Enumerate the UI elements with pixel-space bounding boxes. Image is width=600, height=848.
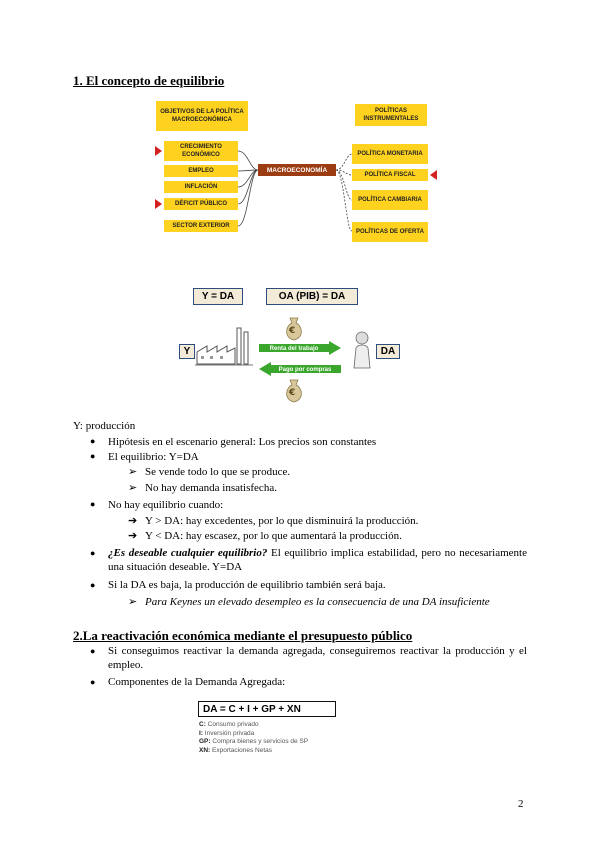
objectives-header: OBJETIVOS DE LA POLÍTICA MACROECONÓMICA: [156, 101, 248, 131]
marker-crecimiento-icon: [155, 146, 162, 156]
y-label-box: Y: [179, 344, 195, 359]
line-produccion: Y: producción: [73, 420, 136, 432]
objective-empleo: EMPLEO: [164, 165, 238, 177]
bullet-icon: ●: [90, 436, 96, 446]
bullet-da-baja: Si la DA es baja, la producción de equilibrio también será baja.: [108, 579, 386, 591]
policies-header: POLÍTICAS INSTRUMENTALES: [355, 104, 427, 126]
bullet-icon: ●: [90, 646, 96, 656]
money-bag-bottom-symbol: €: [289, 388, 296, 398]
legend-key: C:: [199, 721, 206, 728]
sub-excedentes: Y > DA: hay excedentes, por lo que disminuirá la producción.: [145, 515, 419, 527]
page-number: 2: [518, 798, 524, 810]
arrowhead-icon: ➢: [128, 482, 138, 494]
bullet-icon: ●: [90, 499, 96, 509]
objective-inflacion: INFLACIÓN: [164, 181, 238, 193]
arrowhead-icon: ➢: [128, 596, 138, 608]
marker-fiscal-icon: [430, 170, 437, 180]
policy-monetaria: POLÍTICA MONETARIA: [352, 144, 428, 164]
sub-no-demanda: No hay demanda insatisfecha.: [145, 482, 277, 494]
money-bag-top-symbol: €: [289, 326, 296, 336]
objective-crecimiento: CRECIMIENTO ECONÓMICO: [164, 141, 238, 161]
section-1-title: 1. El concepto de equilibrio: [73, 73, 225, 88]
legend-value: Inversión privada: [202, 729, 255, 737]
da-legend: [199, 721, 308, 755]
legend-key: XN:: [199, 746, 211, 754]
legend-value: Exportaciones Netas: [210, 746, 272, 754]
marker-deficit-icon: [155, 199, 162, 209]
deseable-question: ¿Es deseable cualquier equilibrio?: [108, 547, 268, 559]
legend-key: I:: [199, 729, 203, 737]
sub-escasez: Y < DA: hay escasez, por lo que aumentará la producción.: [145, 530, 402, 542]
legend-key: GP:: [199, 738, 211, 745]
arrow-bold-icon: ➔: [128, 515, 138, 527]
sub-keynes: Para Keynes un elevado desempleo es la consecuencia de una DA insuficiente: [145, 596, 490, 608]
sub-vende: Se vende todo lo que se produce.: [145, 466, 291, 478]
bullet-deseable: [108, 546, 527, 574]
equation-y-da: Y = DA: [193, 288, 243, 305]
policy-fiscal: POLÍTICA FISCAL: [352, 169, 428, 181]
factory-icon: [195, 322, 255, 370]
diagram-connectors: [0, 0, 600, 260]
equation-oa-da: OA (PIB) = DA: [266, 288, 358, 305]
deseable-answer: El equilibrio implica estabilidad, pero no necesariamente una situación deseable. Y=DA: [108, 547, 527, 573]
consumer-icon: [350, 330, 374, 370]
arrow-pago-label: Pago por compras: [278, 367, 332, 373]
legend-row: [199, 738, 308, 747]
legend-row: [199, 721, 308, 730]
arrow-renta-label: Renta del trabajo: [269, 346, 319, 352]
bullet-equilibrio: El equilibrio: Y=DA: [108, 451, 199, 463]
bullet-reactivar: Si conseguimos reactivar la demanda agregada, conseguiremos reactivar la producción y el empleo.: [108, 645, 527, 671]
da-formula: DA = C + I + GP + XN: [198, 701, 336, 717]
bullet-icon: ●: [90, 451, 96, 461]
da-label-box: DA: [376, 344, 400, 359]
section-2-title: 2.La reactivación económica mediante el presupuesto público: [73, 628, 413, 643]
objective-deficit: DÉFICIT PÚBLICO: [164, 198, 238, 210]
arrow-bold-icon: ➔: [128, 530, 138, 542]
bullet-hipotesis: Hipótesis en el escenario general: Los precios son constantes: [108, 436, 377, 448]
legend-value: Consumo privado: [205, 721, 259, 728]
bullet-icon: ●: [90, 677, 96, 687]
bullet-no-equilibrio: No hay equilibrio cuando:: [108, 499, 224, 511]
legend-row: [199, 730, 308, 739]
policy-cambiaria: POLÍTICA CAMBIARIA: [352, 190, 428, 210]
bullet-icon: ●: [90, 548, 96, 558]
policy-oferta: POLÍTICAS DE OFERTA: [352, 222, 428, 242]
bullet-componentes: Componentes de la Demanda Agregada:: [108, 676, 286, 688]
macroeconomia-box: MACROECONOMÍA: [258, 164, 336, 176]
legend-row: [199, 747, 308, 756]
bullet-icon: ●: [90, 580, 96, 590]
arrowhead-icon: ➢: [128, 466, 138, 478]
legend-value: Compra bienes y servicios de SP: [210, 738, 309, 745]
objective-sector-exterior: SECTOR EXTERIOR: [164, 220, 238, 232]
